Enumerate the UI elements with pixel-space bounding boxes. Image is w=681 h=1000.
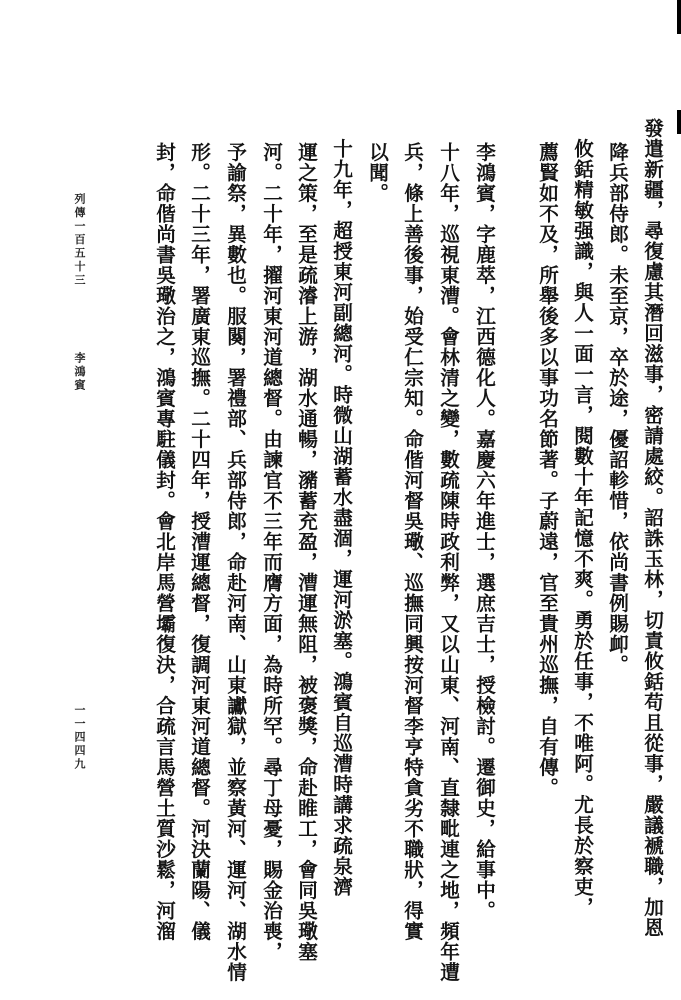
text-column: 攸銛精敏强識，與人一面一言，閱數十年記憶不爽。勇於任事，不唯阿。尤長於察吏， xyxy=(570,118,594,918)
running-subject-name: 李鴻賓 xyxy=(73,352,86,393)
text-column: 薦賢如不及，所舉後多以事功名節著。子蔚遠，官至貴州巡撫，自有傳。 xyxy=(535,142,559,798)
text-column: 十九年，超授東河副總河。時微山湖蓄水盡涸，運河淤塞。鴻賓自巡漕時講求疏泉濟 xyxy=(329,118,353,897)
text-column: 予諭祭，異數也。服闋，署禮部、兵部侍郎，命赴河南、山東讞獄，並察黃河、運河、湖水情 xyxy=(223,142,247,983)
text-column: 以聞。 xyxy=(365,142,389,204)
scan-edge-mark xyxy=(677,0,681,34)
text-column: 河。二十年，擢河東河道總督。由諫官不三年而膺方面，為時所罕。尋丁母憂，賜金治喪， xyxy=(259,142,283,962)
text-column: 十八年，巡視東漕。會林清之變，數疏陳時政利弊，又以山東、河南、直隸毗連之地，頻年遭 xyxy=(436,142,460,983)
text-column: 李鴻賓，字鹿萃，江西德化人。嘉慶六年進士，選庶吉士，授檢討。遷御史，給事中。 xyxy=(472,142,496,921)
scan-edge-mark xyxy=(677,110,681,134)
text-column: 降兵部侍郎。未至京，卒於途，優詔軫惜，依尚書例賜卹。 xyxy=(605,142,629,675)
text-column: 兵，條上善後事，始受仁宗知。命偕河督吳璥、巡撫同興按河督李亨特貪劣不職狀，得實 xyxy=(400,142,424,942)
running-book-title: 列傳一百五十三 xyxy=(73,193,86,288)
text-column: 形。二十三年，署廣東巡撫。二十四年，授漕運總督，復調河東河道總督。河決蘭陽、儀 xyxy=(187,142,211,942)
page-number: 一一四四九 xyxy=(73,704,86,772)
text-column: 封，命偕尚書吳璥治之，鴻賓專駐儀封。會北岸馬營壩復決，合疏言馬營土質沙鬆，河溜 xyxy=(152,142,176,942)
text-column: 發遣新疆，尋復慮其潛回滋事，密請處絞。詔誅玉林，切責攸銛苟且從事，嚴議褫職，加恩 xyxy=(640,118,664,938)
text-column: 運之策，至是疏濬上游，湖水通暢，瀦蓄充盈，漕運無阻，被褒獎，命赴睢工，會同吳璥塞 xyxy=(294,142,318,962)
